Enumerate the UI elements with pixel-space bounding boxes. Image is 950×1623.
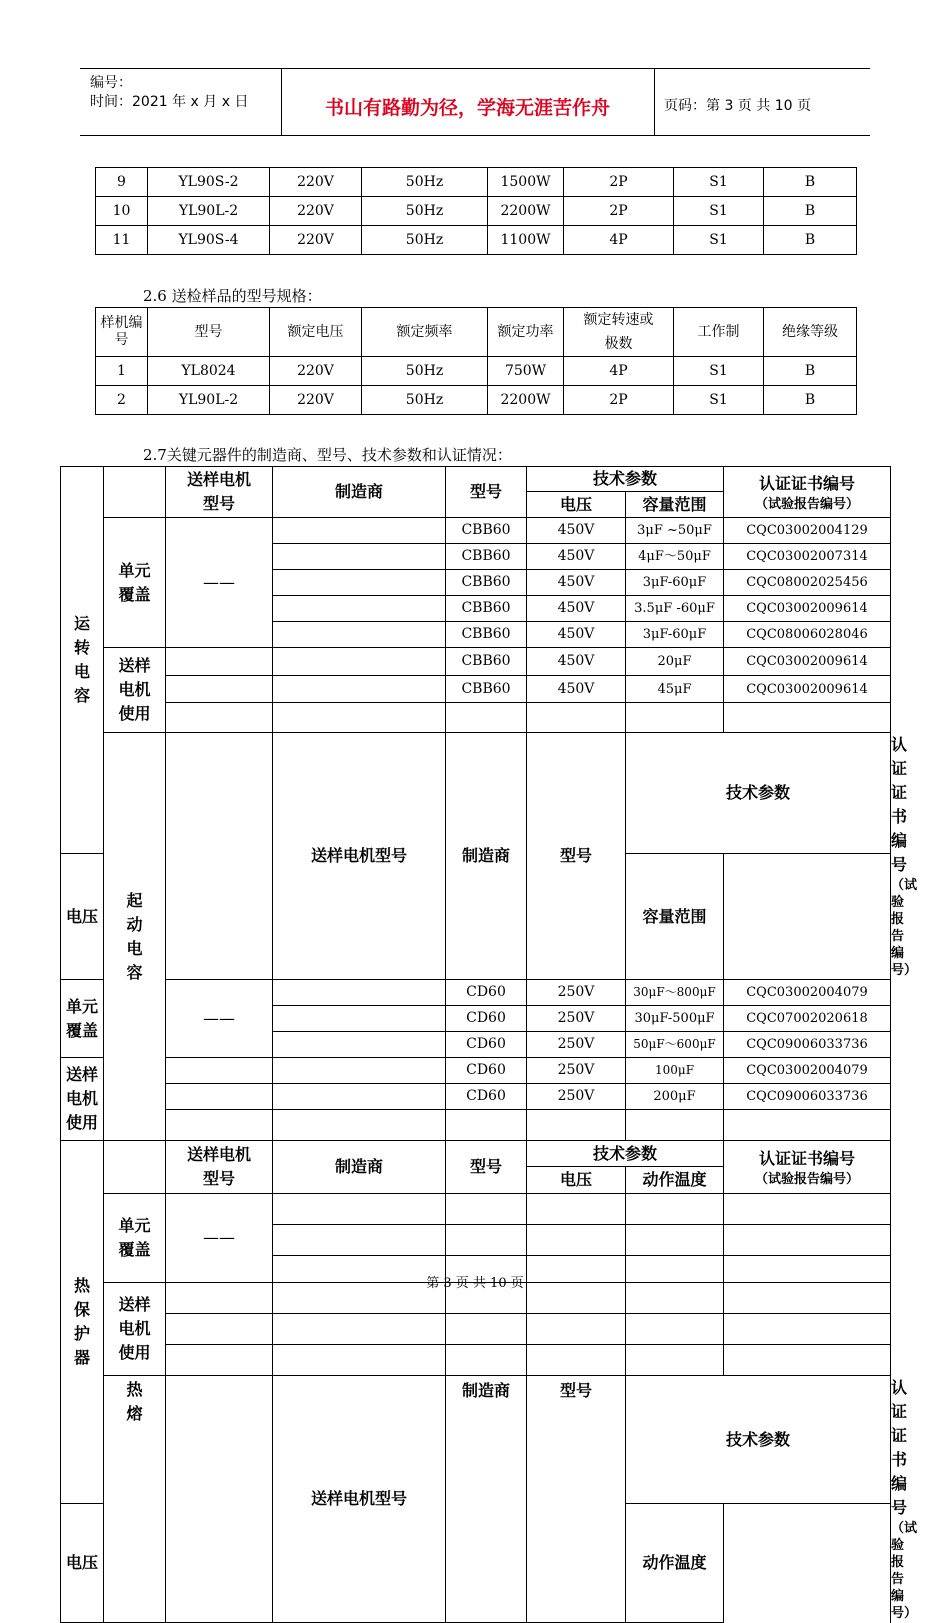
- table-header-row: 热熔 送样电机型号 制造商 型号 技术参数 认证证书编号 （试验报告编号）: [61, 1376, 891, 1504]
- time-label: 时间：2021 年 x 月 x 日: [90, 94, 249, 110]
- cell: 100μF: [626, 1058, 724, 1084]
- cell: 250V: [527, 1032, 626, 1058]
- header-cell: 电压: [527, 1167, 626, 1194]
- cell: 4P: [564, 357, 674, 386]
- cell: CQC03002009614: [724, 596, 891, 622]
- cell: 220V: [270, 168, 362, 197]
- cell: 50μF～600μF: [626, 1032, 724, 1058]
- cell: CD60: [446, 1006, 527, 1032]
- header-cell: 电压: [61, 1504, 104, 1623]
- header-cell: 送样电机型号: [166, 467, 273, 518]
- cell: 50Hz: [362, 226, 488, 255]
- unit-cover-label: 单元覆盖: [104, 518, 166, 648]
- cell: 50Hz: [362, 386, 488, 415]
- unit-cover-label: 单元覆盖: [61, 980, 104, 1058]
- table-row: [61, 703, 891, 733]
- cell: 220V: [270, 386, 362, 415]
- header-cell: 型号: [148, 308, 270, 357]
- cell: 250V: [527, 980, 626, 1006]
- cell: 250V: [527, 1006, 626, 1032]
- cell: YL90S-2: [148, 168, 270, 197]
- header-cell: 技术参数: [527, 467, 724, 492]
- header-cell: 电压: [527, 492, 626, 518]
- cell: 450V: [527, 518, 626, 544]
- cell: 450V: [527, 622, 626, 648]
- header-cell: 额定电压: [270, 308, 362, 357]
- section-2-7-title: 2.7关键元器件的制造商、型号、技术参数和认证情况：: [143, 446, 512, 464]
- cell: 220V: [270, 357, 362, 386]
- header-cell: 型号: [446, 467, 527, 518]
- table-row: [61, 676, 891, 703]
- cell: 2200W: [488, 197, 564, 226]
- cell: S1: [674, 386, 764, 415]
- cell: B: [764, 226, 857, 255]
- sample-use-label: 送样电机使用: [104, 1283, 166, 1376]
- cell: CQC03002004079: [724, 1058, 891, 1084]
- header-cell: 认证证书编号 （试验报告编号）: [724, 1141, 891, 1194]
- sample-use-label: 送样电机使用: [104, 648, 166, 733]
- cell: CQC03002009614: [724, 676, 891, 703]
- header-cell: 工作制: [674, 308, 764, 357]
- header-cell: 绝缘等级: [764, 308, 857, 357]
- table-row: [96, 197, 857, 226]
- cell: CBB60: [446, 676, 527, 703]
- header-cell: 型号: [446, 1141, 527, 1194]
- key-components-table: [60, 466, 918, 1623]
- cell: 450V: [527, 676, 626, 703]
- cell: 3μF-60μF: [626, 570, 724, 596]
- header-cell: 技术参数: [527, 1141, 724, 1167]
- cell: 2P: [564, 197, 674, 226]
- group-label-run-capacitor: 运转电容: [61, 467, 104, 854]
- header-cell: 额定功率: [488, 308, 564, 357]
- header-cell: 送样电机型号: [166, 1141, 273, 1194]
- header-cell: 动作温度: [626, 1504, 724, 1623]
- table-row: [96, 357, 857, 386]
- table-row: [61, 1314, 891, 1345]
- cell: CBB60: [446, 622, 527, 648]
- cell: B: [764, 168, 857, 197]
- header-cell: 容量范围: [626, 854, 724, 980]
- cell: 3μF-60μF: [626, 622, 724, 648]
- cell: CBB60: [446, 570, 527, 596]
- motor-list-table: [95, 167, 857, 255]
- cell: CQC09006033736: [724, 1084, 891, 1110]
- cell: 30μF-500μF: [626, 1006, 724, 1032]
- header-cell: 制造商: [273, 467, 446, 518]
- cell: S1: [674, 168, 764, 197]
- cell: 250V: [527, 1058, 626, 1084]
- cell: 30μF～800μF: [626, 980, 724, 1006]
- table-row: [96, 226, 857, 255]
- cell: 750W: [488, 357, 564, 386]
- header-cell: 型号: [527, 733, 626, 980]
- group-label-thermal-fuse: 热熔: [104, 1376, 166, 1623]
- table-row: [96, 168, 857, 197]
- group-label-thermal-protector: 热保护器: [61, 1141, 104, 1504]
- dash-cell: ——: [166, 518, 273, 648]
- cell: YL8024: [148, 357, 270, 386]
- cell: 2P: [564, 168, 674, 197]
- cell: S1: [674, 357, 764, 386]
- table-row: [61, 1194, 891, 1225]
- cell: 20μF: [626, 648, 724, 676]
- cell: 450V: [527, 596, 626, 622]
- cell: 220V: [270, 226, 362, 255]
- cell: 50Hz: [362, 168, 488, 197]
- cell: 2P: [564, 386, 674, 415]
- table-row: [61, 1110, 891, 1141]
- header-cell: 制造商: [273, 1141, 446, 1194]
- cell: 50Hz: [362, 357, 488, 386]
- cell: CBB60: [446, 544, 527, 570]
- header-cell: 技术参数: [626, 1376, 891, 1504]
- cell: CD60: [446, 1084, 527, 1110]
- cell: CD60: [446, 980, 527, 1006]
- cell: CBB60: [446, 596, 527, 622]
- cell: 200μF: [626, 1084, 724, 1110]
- header-cell: 送样电机型号: [273, 1376, 446, 1623]
- table-header-row: [96, 308, 857, 357]
- number-label: 编号：: [90, 75, 132, 91]
- cell: CQC03002004129: [724, 518, 891, 544]
- cell: 250V: [527, 1084, 626, 1110]
- header-cell: 技术参数: [626, 733, 891, 854]
- table-header-row: [61, 467, 891, 492]
- table-header-row: [61, 1141, 891, 1167]
- cell: CQC03002009614: [724, 648, 891, 676]
- cell: 2: [96, 386, 148, 415]
- cell: CQC03002004079: [724, 980, 891, 1006]
- page-number-label: 页码：第 3 页 共 10 页: [664, 98, 811, 114]
- cell: 4P: [564, 226, 674, 255]
- cell: CBB60: [446, 648, 527, 676]
- table-row: [61, 648, 891, 676]
- cell: 3.5μF -60μF: [626, 596, 724, 622]
- header-cell: 样机编号: [96, 308, 148, 357]
- cell: CQC09006033736: [724, 1032, 891, 1058]
- cell: CQC03002007314: [724, 544, 891, 570]
- header-cell: 动作温度: [626, 1167, 724, 1194]
- cell: 4μF～50μF: [626, 544, 724, 570]
- dash-cell: ——: [166, 1194, 273, 1283]
- sample-use-label: 送样电机使用: [61, 1058, 104, 1141]
- cell: B: [764, 386, 857, 415]
- cell: S1: [674, 197, 764, 226]
- cell: 220V: [270, 197, 362, 226]
- cell: S1: [674, 226, 764, 255]
- cell: 450V: [527, 544, 626, 570]
- table-row: [96, 386, 857, 415]
- cell: YL90L-2: [148, 197, 270, 226]
- cell: 1500W: [488, 168, 564, 197]
- header-cell: 电压: [61, 854, 104, 980]
- header-cell: 制造商: [446, 733, 527, 980]
- table-row: [61, 1084, 891, 1110]
- cell: CQC08002025456: [724, 570, 891, 596]
- cell: B: [764, 197, 857, 226]
- cell: 50Hz: [362, 197, 488, 226]
- cell: CQC07002020618: [724, 1006, 891, 1032]
- table-header-row: 起动电容 送样电机型号 制造商 型号 技术参数 认证证书编号 （试验报告编号）: [61, 733, 891, 854]
- cell: CQC08006028046: [724, 622, 891, 648]
- cell: 11: [96, 226, 148, 255]
- cell: 3μF ~50μF: [626, 518, 724, 544]
- cell: 2200W: [488, 386, 564, 415]
- header-cell: 制造商: [446, 1376, 527, 1623]
- cell: 10: [96, 197, 148, 226]
- group-label-start-capacitor: 起动电容: [104, 733, 166, 1141]
- cell: 450V: [527, 648, 626, 676]
- table-row: [61, 518, 891, 544]
- section-2-6-title: 2.6 送检样品的型号规格：: [143, 287, 322, 305]
- motto: 书山有路勤为径，学海无涯苦作舟: [324, 97, 610, 119]
- page-footer: 第 3 页 共 10 页: [426, 1276, 524, 1291]
- unit-cover-label: 单元覆盖: [104, 1194, 166, 1283]
- cell: B: [764, 357, 857, 386]
- cell: CD60: [446, 1058, 527, 1084]
- table-row: [61, 1058, 891, 1084]
- header-cell: 额定转速或极数: [564, 308, 674, 357]
- header-cell: 容量范围: [626, 492, 724, 518]
- header-cell: 额定频率: [362, 308, 488, 357]
- cell: YL90L-2: [148, 386, 270, 415]
- cell: 9: [96, 168, 148, 197]
- table-row: [61, 980, 891, 1006]
- cell: 1: [96, 357, 148, 386]
- cell: CBB60: [446, 518, 527, 544]
- dash-cell: ——: [166, 980, 273, 1058]
- table-row: [61, 1345, 891, 1376]
- sample-spec-table: [95, 307, 857, 415]
- cell: 45μF: [626, 676, 724, 703]
- cell: 450V: [527, 570, 626, 596]
- header-cell: 认证证书编号 （试验报告编号）: [724, 467, 891, 518]
- cell: YL90S-4: [148, 226, 270, 255]
- cell: CD60: [446, 1032, 527, 1058]
- cell: 1100W: [488, 226, 564, 255]
- header-cell: 型号: [527, 1376, 626, 1623]
- header-cell: 送样电机型号: [273, 733, 446, 980]
